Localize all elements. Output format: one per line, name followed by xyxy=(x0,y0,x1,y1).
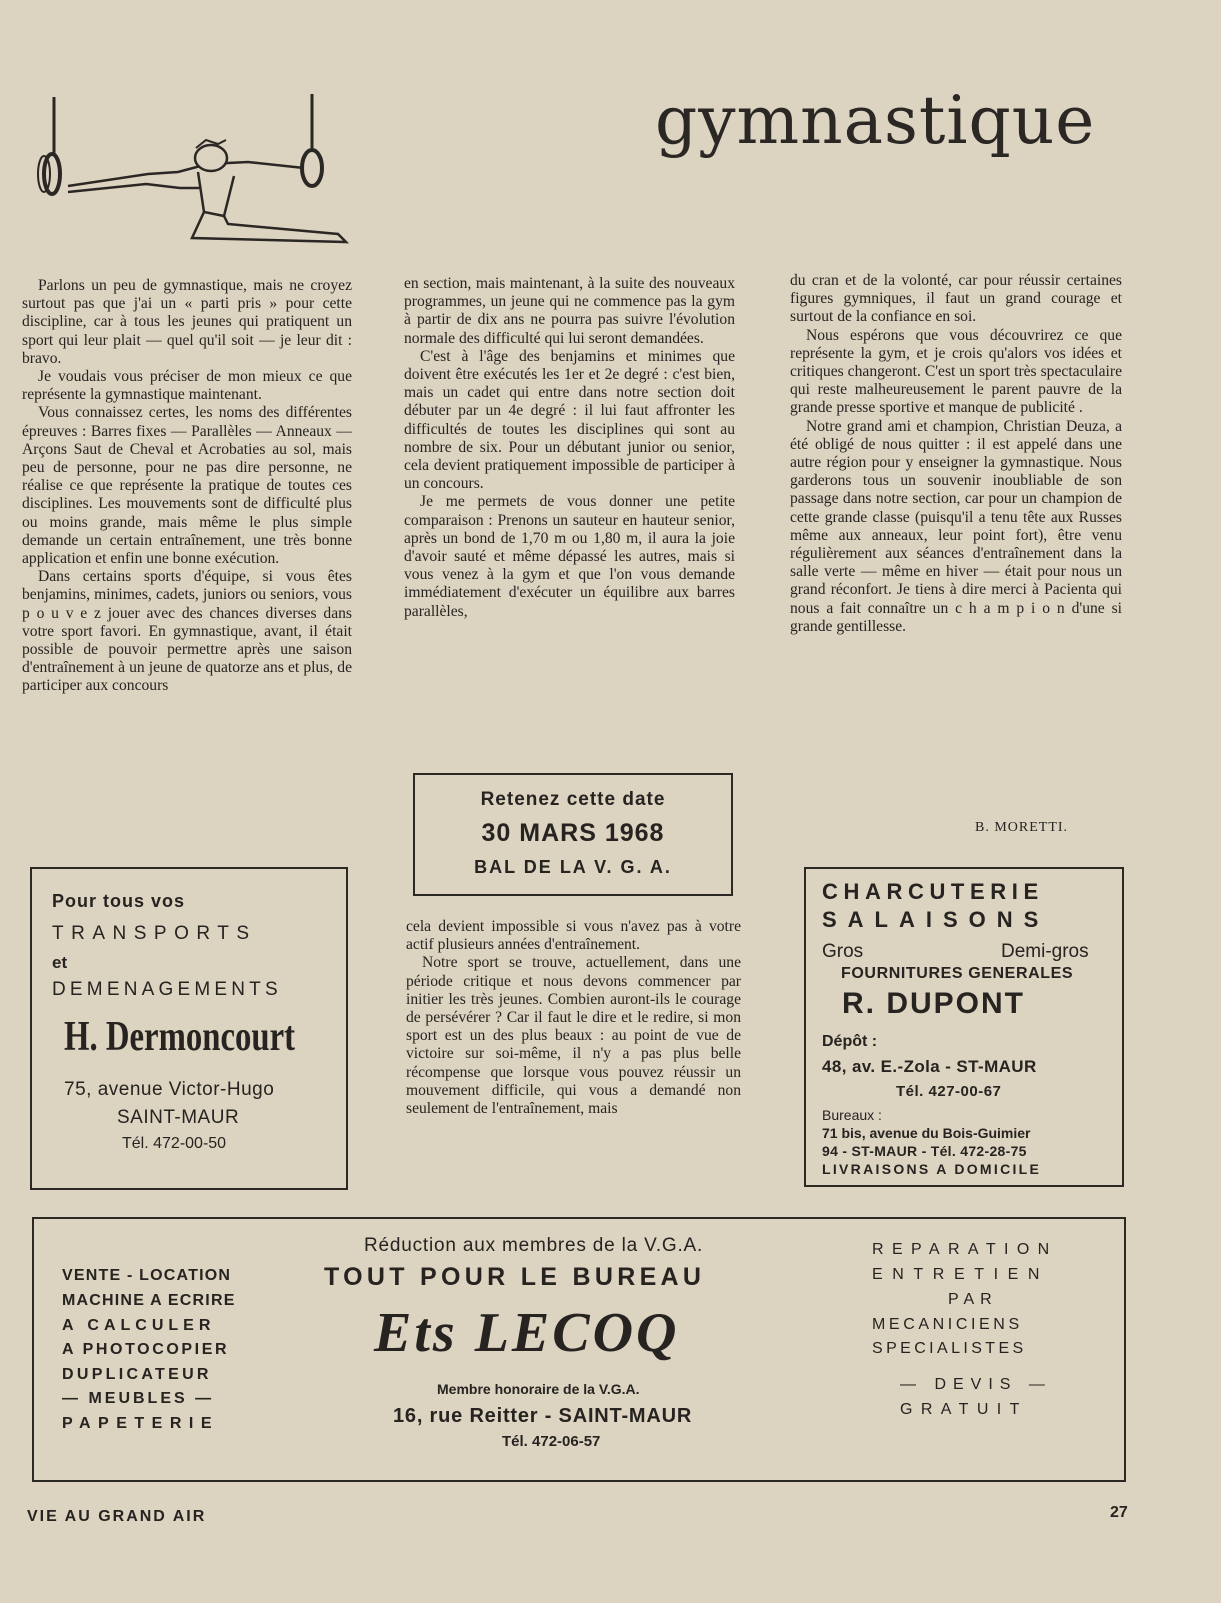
ad-phone: Tél. 472-00-50 xyxy=(122,1135,227,1152)
article-paragraph: en section, mais maintenant, à la suite des nouveaux programmes, un jeune qui ne commence pas la gym à partir de dix ans ne pourra pas suivre l'évolution normale des difficulté qui lui seront demandées. xyxy=(404,275,735,347)
ad-line: MACHINE A ECRIRE xyxy=(62,1292,236,1309)
ad-address: 16, rue Reitter - SAINT-MAUR xyxy=(393,1405,693,1427)
ad-company-name: R. DUPONT xyxy=(842,987,1025,1020)
article-paragraph: Nous espérons que vous découvrirez ce que représente la gym, et je crois qu'alors vos idées et critiques changeront. C'est un sport très spectaculaire qui reste malheureusement le parent pauvre de la grande presse sportive et manque de publicité . xyxy=(790,326,1122,417)
ad-line: FOURNITURES GENERALES xyxy=(841,965,1074,982)
date-line: 30 MARS 1968 xyxy=(481,819,665,847)
ad-line: Bureaux : xyxy=(822,1107,882,1123)
ad-line: SALAISONS xyxy=(822,907,1050,932)
ad-line: A CALCULER xyxy=(62,1317,216,1334)
ad-address: 75, avenue Victor-Hugo xyxy=(64,1079,275,1100)
article-paragraph: Notre sport se trouve, actuellement, dans une période critique et nous devons commencer par initier les très jeunes. Combien auront-ils le courage de persévérer ? Car il faut le dire et le redire, si mon sport est un des plus beaux : au point de vue de victoire sur soi-même, il n'y a pas plus belle récompense que lorsque vous pouvez réussir un mouvement difficile, qui vous a demandé non seulement de l'entraînement, mais xyxy=(406,954,741,1118)
ad-address: 48, av. E.-Zola - ST-MAUR xyxy=(822,1057,1037,1076)
ad-line: MECANICIENS xyxy=(872,1316,1023,1333)
ad-line: et xyxy=(52,953,68,972)
ad-city: SAINT-MAUR xyxy=(117,1107,240,1128)
article-column-2-continued xyxy=(406,918,741,1118)
article-paragraph: cela devient impossible si vous n'avez pas à votre actif plusieurs années d'entraînement. xyxy=(406,918,741,954)
ad-phone: Tél. 427-00-67 xyxy=(896,1083,1002,1100)
date-announcement-box xyxy=(413,773,733,896)
ad-line: SPECIALISTES xyxy=(872,1340,1027,1357)
page-title: gymnastique xyxy=(655,82,1096,159)
ad-line: — DEVIS — xyxy=(900,1376,1052,1393)
gymnast-on-rings-illustration xyxy=(28,92,358,257)
article-paragraph: Je voudais vous préciser de mon mieux ce que représente la gymnastique maintenant. xyxy=(22,368,352,404)
ad-line: DEMENAGEMENTS xyxy=(52,979,282,1000)
ad-line: Membre honoraire de la V.G.A. xyxy=(437,1381,640,1397)
ad-line: 71 bis, avenue du Bois-Guimier xyxy=(822,1125,1031,1141)
ad-line: Pour tous vos xyxy=(52,891,186,911)
ad-company-name: Ets LECOQ xyxy=(374,1302,680,1364)
article-paragraph: du cran et de la volonté, car pour réussir certaines figures gymniques, il faut un grand courage et surtout de la confiance en soi. xyxy=(790,272,1122,326)
ad-line: REPARATION xyxy=(872,1241,1058,1258)
footer-publication-name: VIE AU GRAND AIR xyxy=(27,1508,207,1525)
ad-line: Dépôt : xyxy=(822,1033,878,1050)
ad-line: VENTE - LOCATION xyxy=(62,1267,232,1284)
ad-line: TRANSPORTS xyxy=(52,923,257,944)
ad-company-name: H. Dermoncourt xyxy=(64,1014,296,1060)
ad-charcuterie xyxy=(804,867,1124,1187)
article-column-2 xyxy=(404,275,735,621)
ad-lecoq xyxy=(32,1217,1126,1482)
ad-line: PAR xyxy=(948,1291,998,1308)
date-line: Retenez cette date xyxy=(480,789,666,810)
ad-phone: Tél. 472-06-57 xyxy=(502,1433,601,1450)
article-paragraph: Dans certains sports d'équipe, si vous êtes benjamins, minimes, cadets, juniors ou seniors, vous p o u v e z jouer avec des chances diverses dans votre sport favori. En gymnastique, avant, il était possible de pouvoir permettre après une saison d'entraînement à un jeune de quatorze ans et plus, de participer aux concours xyxy=(22,568,352,695)
ad-line: Gros xyxy=(822,941,864,962)
ad-line: Réduction aux membres de la V.G.A. xyxy=(364,1235,704,1256)
ad-line: ENTRETIEN xyxy=(872,1266,1050,1283)
ad-line: DUPLICATEUR xyxy=(62,1366,212,1383)
ad-line: TOUT POUR LE BUREAU xyxy=(324,1263,706,1291)
ad-line: GRATUIT xyxy=(900,1401,1028,1418)
ad-line: A PHOTOCOPIER xyxy=(62,1341,230,1358)
article-paragraph: Parlons un peu de gymnastique, mais ne croyez surtout pas que j'ai un « parti pris » pour cette discipline, car à tous les jeunes qui pratiquent un sport qui leur plait — quel qu'il soit — je leur dit : bravo. xyxy=(22,277,352,367)
article-paragraph: Je me permets de vous donner une petite comparaison : Prenons un sauteur en hauteur senior, après un bond de 1,70 m ou 1,80 m, il aura la joie d'avoir sauté et même dépassé les autres, mais si vous venez à la gym et que l'on vous demande immédiatement d'exécuter un équilibre aux barres parallèles, xyxy=(404,493,735,620)
article-column-3 xyxy=(790,272,1122,636)
ad-line: Demi-gros xyxy=(1001,941,1089,962)
ad-line: — MEUBLES — xyxy=(62,1390,215,1407)
article-paragraph: C'est à l'âge des benjamins et minimes que doivent être exécutés les 1er et 2e degré : c'est bien, mais un cadet qui entre dans notre section doit débuter par un 4e degré : il lui faut affronter les difficultés de toutes les disciplines qui sont au nombre de six. Pour un débutant junior ou senior, cela devient pratiquement impossible de participer à un concours. xyxy=(404,347,735,493)
article-column-1 xyxy=(22,277,352,696)
date-line: BAL DE LA V. G. A. xyxy=(474,857,672,877)
article-paragraph: Notre grand ami et champion, Christian Deuza, a été obligé de nous quitter : il est appelé dans une autre région pour y enseigner la gymnastique. Nous garderons tous un souvenir inoubliable de son passage dans notre section, car pour un champion de cette grande classe (puisqu'il a tenu tête aux Russes même aux anneaux, leur point fort), être venu régulièrement aux séances d'entraînement dans la salle verte — même en hiver — était pour nous un grand réconfort. Je tiens à dire merci à Pacienta qui nous a fait connaître un c h a m p i o n d'une si grande gentillesse. xyxy=(790,417,1122,635)
page-number: 27 xyxy=(1110,1504,1128,1521)
ad-line: PAPETERIE xyxy=(62,1415,219,1432)
article-paragraph: Vous connaissez certes, les noms des différentes épreuves : Barres fixes — Parallèles — Anneaux — Arçons Saut de Cheval et Acrobaties au sol, mais peu de personne, pour ne pas dire personne, ne réalise ce que représente la pratique de toutes ces disciplines. Les mouvements sont de difficulté plus ou moins grande, mais même le plus simple demande un certain entraînement, une très bonne application et enfin une bonne exécution. xyxy=(22,404,352,568)
article-signature: B. MORETTI. xyxy=(975,820,1069,835)
ad-line: CHARCUTERIE xyxy=(822,879,1044,904)
ad-line: LIVRAISONS A DOMICILE xyxy=(822,1161,1042,1177)
ad-line: 94 - ST-MAUR - Tél. 472-28-75 xyxy=(822,1143,1027,1159)
ad-transports xyxy=(30,867,348,1190)
